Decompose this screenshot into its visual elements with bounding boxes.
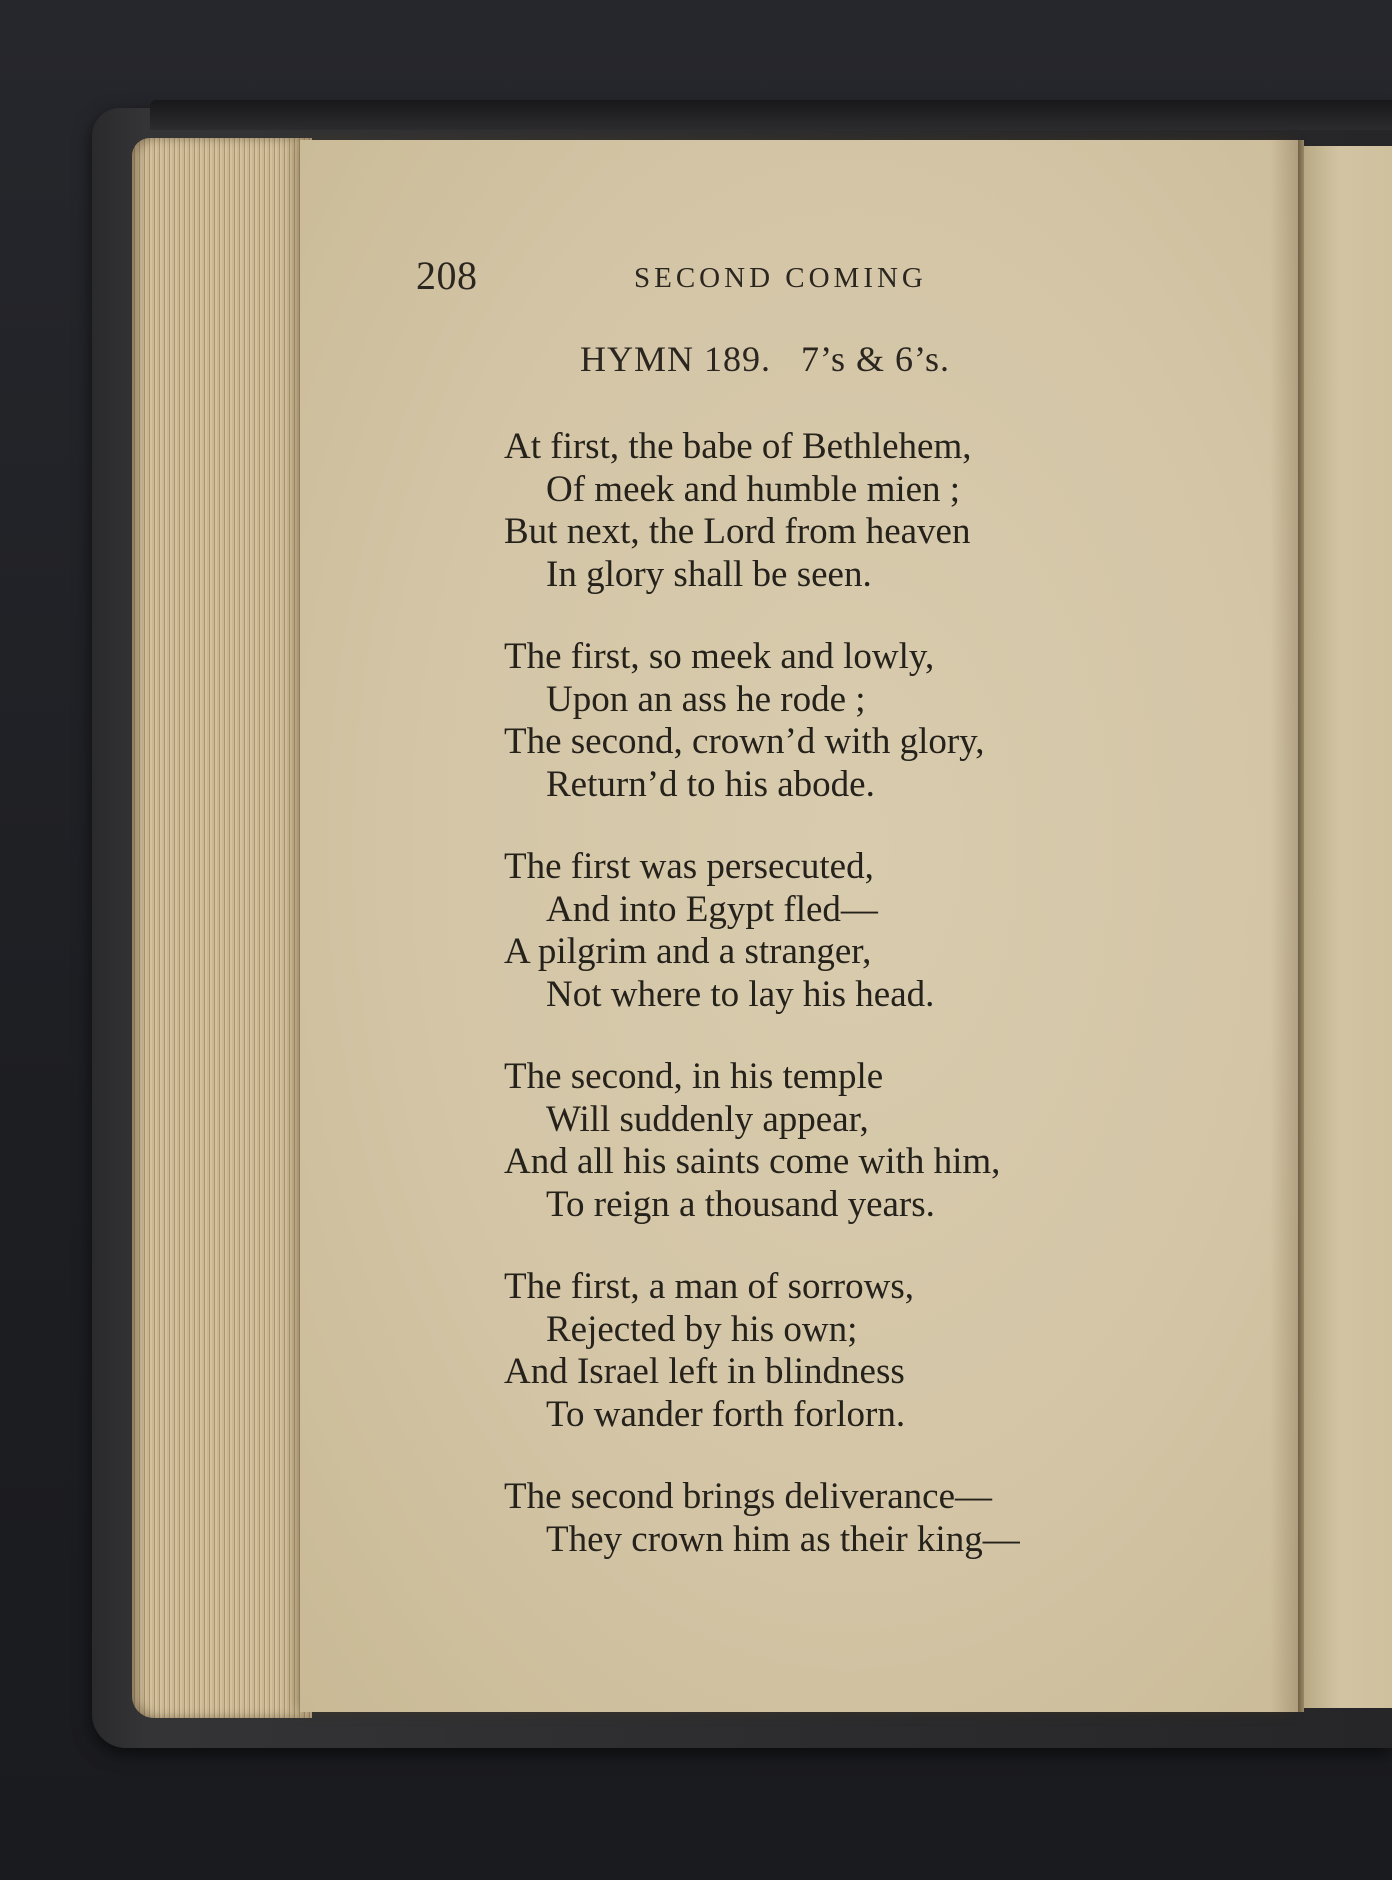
stanza xyxy=(504,1056,1204,1226)
verse-line: And all his saints come with him, xyxy=(504,1141,1001,1182)
stanza xyxy=(504,636,1204,806)
verse-line: To wander forth forlorn. xyxy=(546,1393,906,1435)
verse-line: But next, the Lord from heaven xyxy=(504,511,971,552)
verse-line: The second brings deliverance— xyxy=(504,1476,993,1517)
hymn-title: HYMN 189. 7’s & 6’s. xyxy=(580,339,951,379)
verse-line: The first, so meek and lowly, xyxy=(504,636,935,677)
book-page xyxy=(300,140,1298,1712)
hymn-body xyxy=(504,426,1204,1601)
verse-line: Will suddenly appear, xyxy=(546,1098,869,1140)
stanza xyxy=(504,846,1204,1016)
verse-line: Of meek and humble mien ; xyxy=(546,468,961,510)
verse-line: The first, a man of sorrows, xyxy=(504,1266,914,1307)
verse-line: A pilgrim and a stranger, xyxy=(504,931,872,972)
verse-line: And into Egypt fled— xyxy=(546,888,878,930)
stanza xyxy=(504,1266,1204,1436)
stanza xyxy=(504,1476,1204,1561)
page-shadow xyxy=(1270,140,1298,1712)
stanza xyxy=(504,426,1204,596)
verse-line: Rejected by his own; xyxy=(546,1308,858,1350)
verse-line: To reign a thousand years. xyxy=(546,1183,935,1225)
book-cover-top-edge xyxy=(150,100,1392,130)
running-head xyxy=(416,252,976,302)
verse-line: Upon an ass he rode ; xyxy=(546,678,866,720)
verse-line: Not where to lay his head. xyxy=(546,973,935,1015)
verse-line: The first was persecuted, xyxy=(504,846,874,887)
facing-page xyxy=(1304,146,1392,1708)
verse-line: The second, crown’d with glory, xyxy=(504,721,985,762)
verse-line: They crown him as their king— xyxy=(546,1518,1020,1560)
page-edges xyxy=(132,138,312,1718)
verse-line: And Israel left in blindness xyxy=(504,1351,905,1392)
page-number: 208 xyxy=(416,253,478,298)
section-title: SECOND COMING xyxy=(634,262,927,294)
verse-line: Return’d to his abode. xyxy=(546,763,875,805)
verse-line: In glory shall be seen. xyxy=(546,553,872,595)
verse-line: The second, in his temple xyxy=(504,1056,884,1097)
verse-line: At first, the babe of Bethlehem, xyxy=(504,426,972,467)
